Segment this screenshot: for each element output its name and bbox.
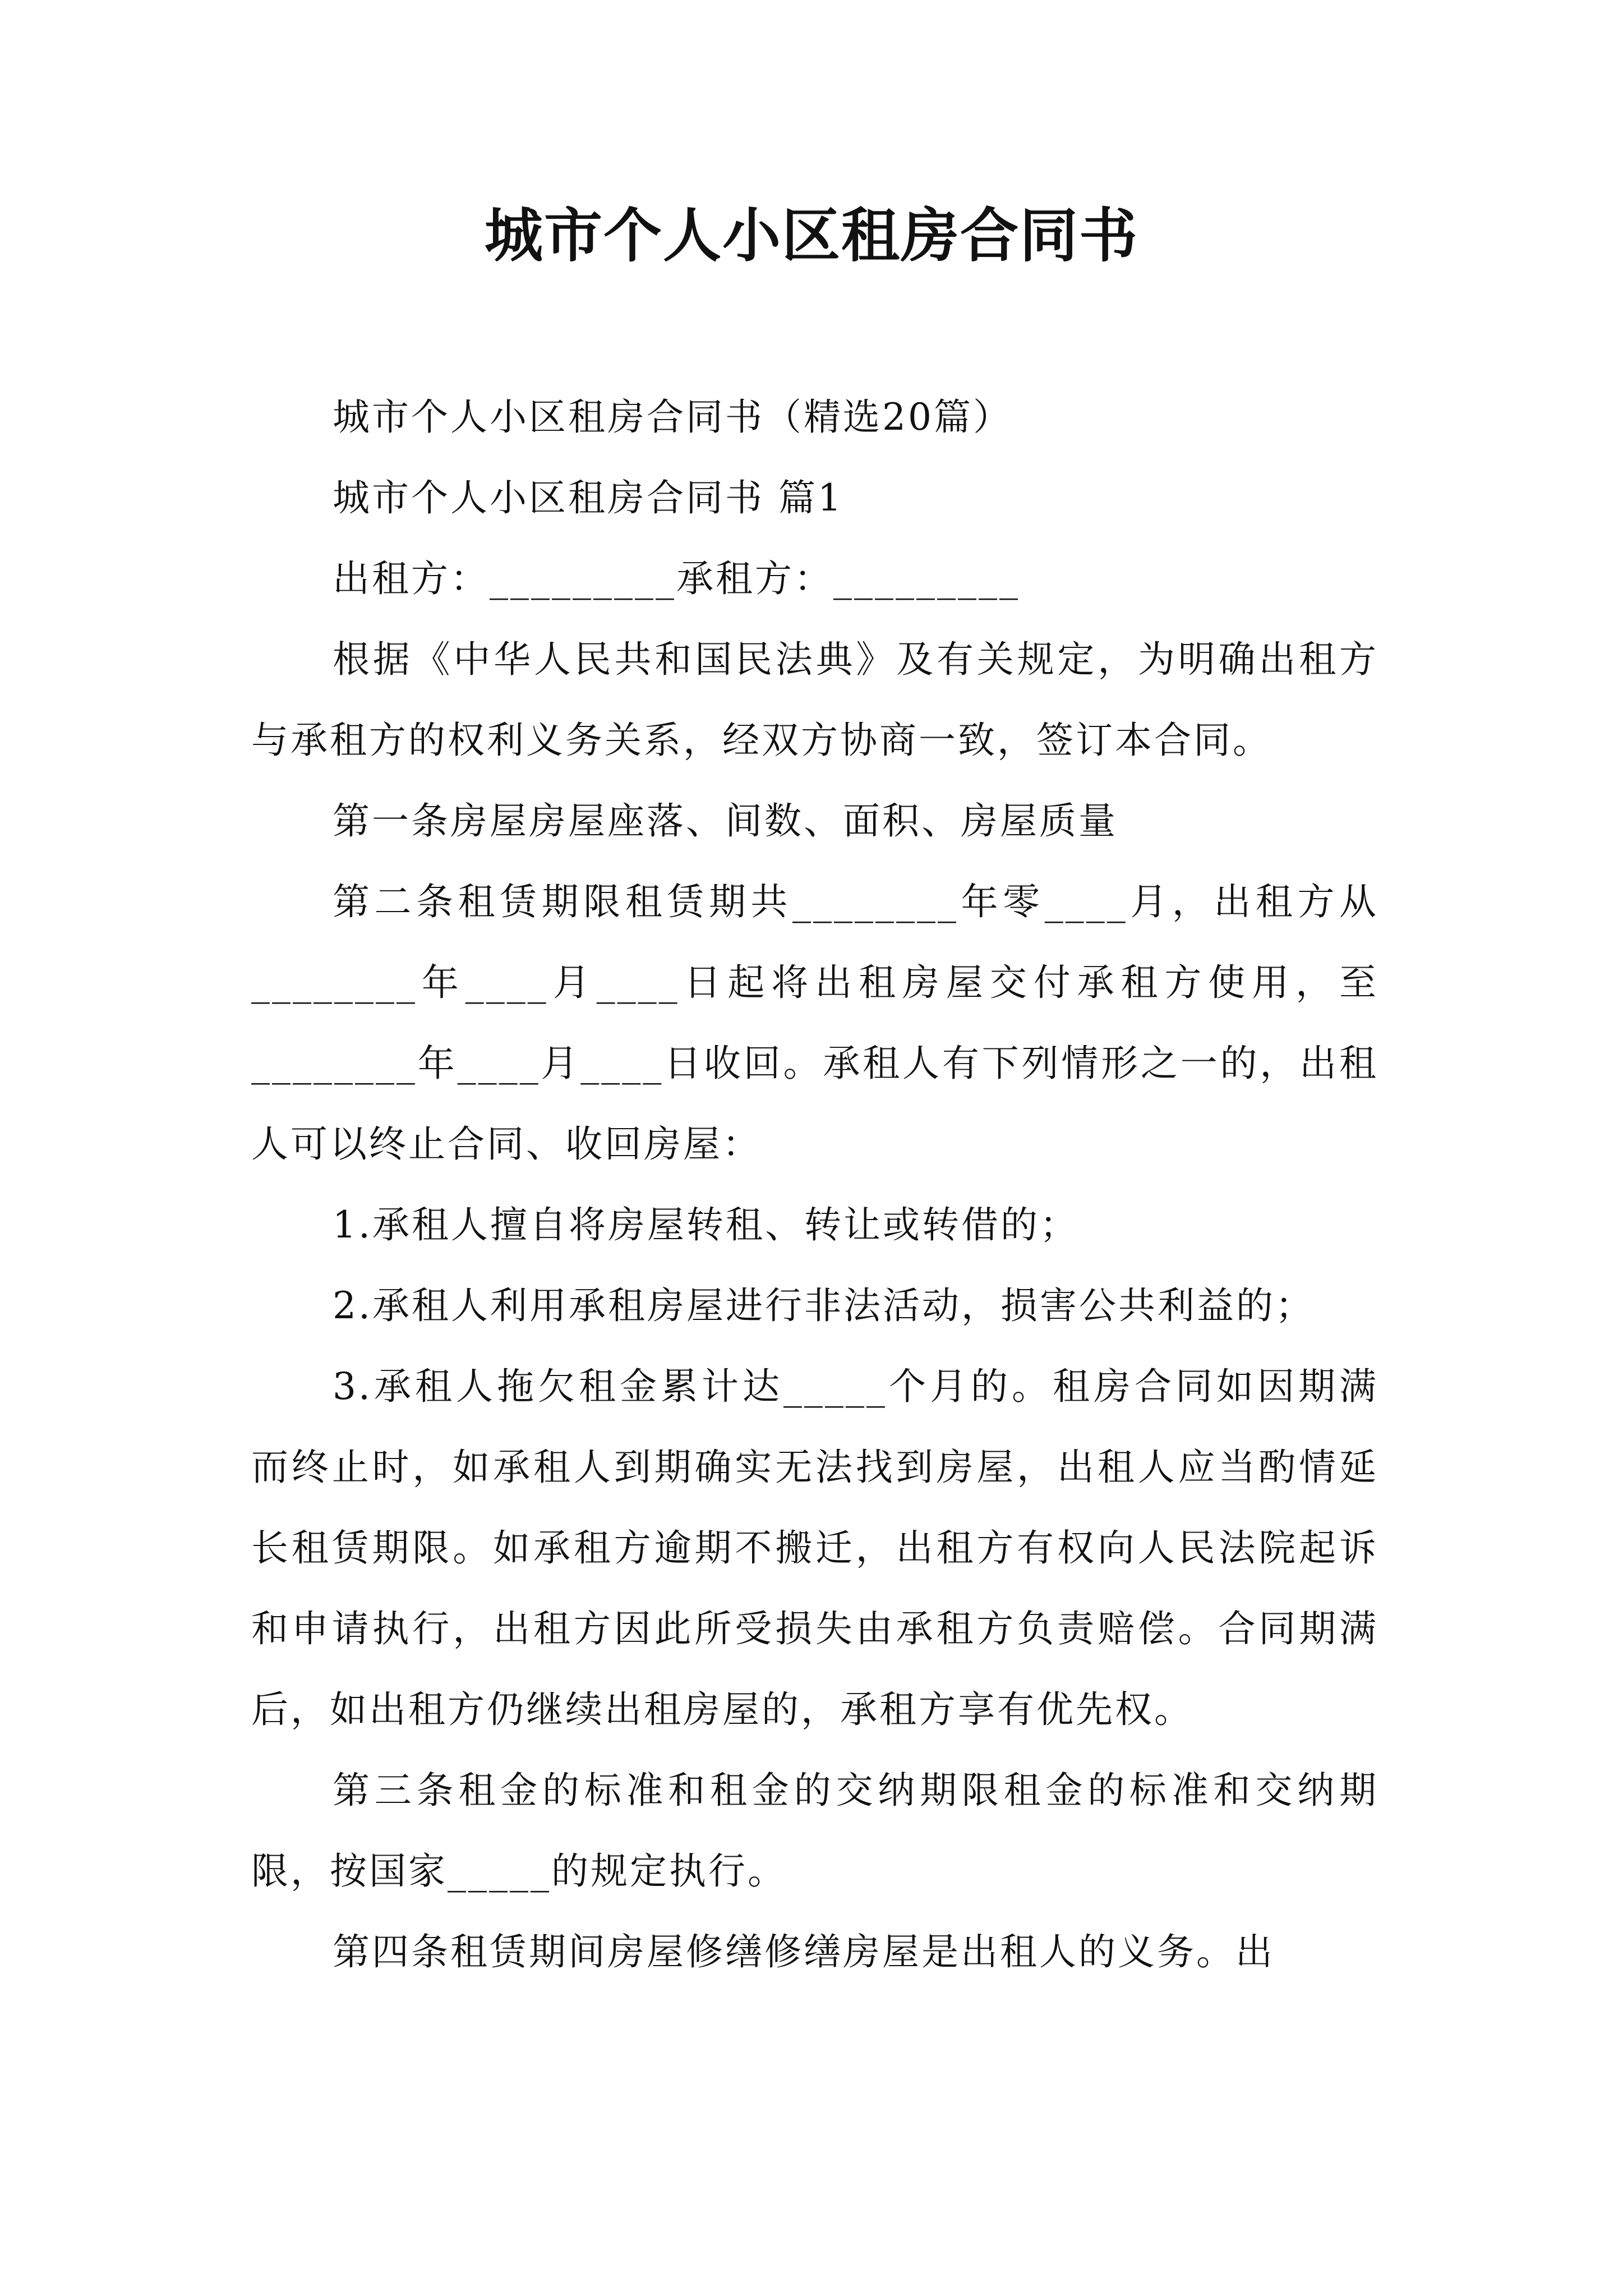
article-3: 第三条租金的标准和租金的交纳期限租金的标准和交纳期限，按国家_____的规定执行。 bbox=[251, 1769, 1378, 1893]
section-heading: 城市个人小区租房合同书 篇1 bbox=[333, 476, 843, 519]
preamble-paragraph: 根据《中华人民共和国民法典》及有关规定，为明确出租方与承租方的权利义务关系，经双方协商一致，签订本合同。 bbox=[251, 638, 1378, 762]
article-4: 第四条租赁期间房屋修缮修缮房屋是出租人的义务。出 bbox=[333, 1930, 1275, 1973]
parties-line: 出租方：_________承租方：_________ bbox=[333, 557, 1020, 600]
document-body bbox=[251, 377, 1378, 1993]
article-2: 第二条租赁期限租赁期共________年零____月，出租方从________年____月____日起将出租房屋交付承租方使用，至________年____月____日收回。承租人有下列情形之一的，出租人可以终止合同、收回房屋： bbox=[251, 880, 1378, 1166]
document-title: 城市个人小区租房合同书 bbox=[484, 201, 1138, 270]
article-2-item-1: 1.承租人擅自将房屋转租、转让或转借的； bbox=[333, 1203, 1079, 1246]
article-2-item-2: 2.承租人利用承租房屋进行非法活动，损害公共利益的； bbox=[333, 1284, 1315, 1327]
subtitle-line: 城市个人小区租房合同书（精选20篇） bbox=[333, 395, 1012, 439]
article-2-item-3: 3.承租人拖欠租金累计达_____个月的。租房合同如因期满而终止时，如承租人到期确实无法找到房屋，出租人应当酌情延长租赁期限。如承租方逾期不搬迁，出租方有权向人民法院起诉和申请执行，出租方因此所受损失由承租方负责赔偿。合同期满后，如出租方仍继续出租房屋的，承租方享有优先权。 bbox=[251, 1365, 1378, 1731]
article-1: 第一条房屋房屋座落、间数、面积、房屋质量 bbox=[333, 799, 1118, 843]
